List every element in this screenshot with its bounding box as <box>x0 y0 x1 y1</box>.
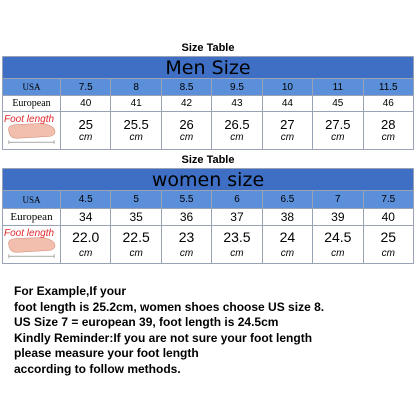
usa-row-label: USA <box>3 79 61 96</box>
foot-length-row-label <box>3 112 61 150</box>
european-size-cell: 34 <box>61 209 111 226</box>
foot-length-cell: 22.5 cm <box>111 226 161 264</box>
foot-length-cell: 23.5 cm <box>212 226 262 264</box>
usa-row-label: USA <box>3 191 61 209</box>
foot-length-label: Foot length <box>4 114 55 125</box>
usa-size-cell: 11.5 <box>363 79 413 96</box>
usa-size-cell: 10 <box>262 79 312 96</box>
european-size-cell: 45 <box>313 96 363 112</box>
european-size-cell: 36 <box>161 209 211 226</box>
foot-length-cell: 25 cm <box>61 112 111 150</box>
european-size-cell: 40 <box>61 96 111 112</box>
foot-length-row-label <box>3 226 61 264</box>
note-line: please measure your foot length <box>14 346 199 361</box>
note-line: foot length is 25.2cm, women shoes choose US size 8. <box>14 299 325 314</box>
usa-size-cell: 5.5 <box>161 191 211 209</box>
foot-length-cell: 28 cm <box>363 112 413 150</box>
european-size-cell: 37 <box>212 209 262 226</box>
note-line: according to follow methods. <box>14 361 181 376</box>
usa-size-cell: 8.5 <box>161 79 211 96</box>
usa-size-cell: 9.5 <box>212 79 262 96</box>
usa-size-cell: 5 <box>111 191 161 209</box>
usa-size-cell: 6.5 <box>262 191 312 209</box>
women-european-row <box>3 209 414 226</box>
men-size-table-caption: Size Table <box>181 42 235 54</box>
usa-size-cell: 4.5 <box>61 191 111 209</box>
women-size-banner: women size <box>3 169 414 191</box>
foot-length-cell: 26.5 cm <box>212 112 262 150</box>
european-size-cell: 43 <box>212 96 262 112</box>
foot-length-cell: 27 cm <box>262 112 312 150</box>
european-size-cell: 40 <box>363 209 413 226</box>
european-size-cell: 38 <box>262 209 312 226</box>
men-european-row <box>3 96 414 112</box>
note-line: US Size 7 = european 39, foot length is 24.5cm <box>14 315 279 330</box>
foot-length-cell: 24 cm <box>262 226 312 264</box>
foot-length-cell: 27.5 cm <box>313 112 363 150</box>
note-line: Kindly Reminder:If you are not sure your foot length <box>14 330 313 345</box>
european-size-cell: 44 <box>262 96 312 112</box>
foot-length-cell: 25 cm <box>363 226 413 264</box>
women-size-table <box>2 168 414 264</box>
men-usa-row <box>3 79 414 96</box>
european-size-cell: 39 <box>313 209 363 226</box>
foot-length-label: Foot length <box>4 228 55 239</box>
foot-length-cell: 24.5 cm <box>313 226 363 264</box>
women-foot-length-row <box>3 226 414 264</box>
men-size-banner: Men Size <box>3 57 414 79</box>
foot-length-cell: 23 cm <box>161 226 211 264</box>
european-row-label: European <box>3 96 61 112</box>
usa-size-cell: 6 <box>212 191 262 209</box>
foot-length-cell: 22.0 cm <box>61 226 111 264</box>
european-size-cell: 42 <box>161 96 211 112</box>
usa-size-cell: 8 <box>111 79 161 96</box>
usa-size-cell: 11 <box>313 79 363 96</box>
european-size-cell: 41 <box>111 96 161 112</box>
note-line: For Examplе,If your <box>14 284 127 298</box>
foot-length-cell: 26 cm <box>161 112 211 150</box>
european-size-cell: 46 <box>363 96 413 112</box>
usa-size-cell: 7.5 <box>61 79 111 96</box>
usa-size-cell: 7 <box>313 191 363 209</box>
usa-size-cell: 7.5 <box>363 191 413 209</box>
women-size-table-caption: Size Table <box>181 154 235 166</box>
women-usa-row <box>3 191 414 209</box>
foot-length-cell: 25.5 cm <box>111 112 161 150</box>
european-size-cell: 35 <box>111 209 161 226</box>
european-row-label: European <box>3 209 61 226</box>
size-notes <box>14 284 410 378</box>
men-foot-length-row <box>3 112 414 150</box>
men-size-table <box>2 56 414 150</box>
